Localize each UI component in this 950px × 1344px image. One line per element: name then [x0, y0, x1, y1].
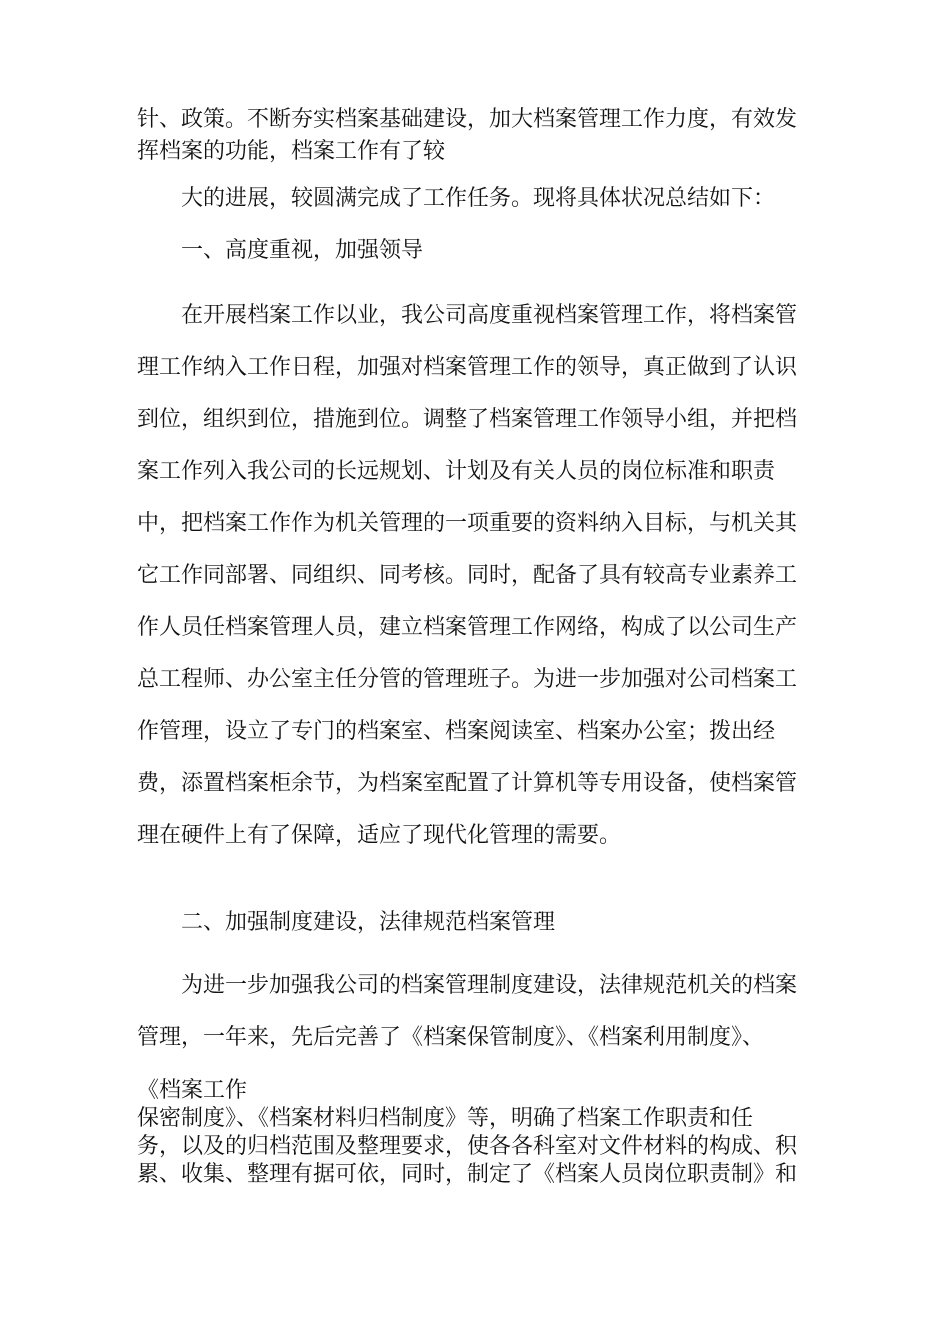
text-line: 作管理，设立了专门的档案室、档案阅读室、档案办公室；拨出经: [137, 719, 776, 744]
text-line: 理在硬件上有了保障，适应了现代化管理的需要。: [137, 823, 622, 848]
text-line: 理工作纳入工作日程，加强对档案管理工作的领导，真正做到了认识: [137, 355, 798, 380]
text-line: 费，添置档案柜余节，为档案室配置了计算机等专用设备，使档案管: [137, 771, 798, 796]
text-line: 针、政策。不断夯实档案基础建设，加大档案管理工作力度，有效发: [137, 107, 798, 132]
text-line: 到位，组织到位，措施到位。调整了档案管理工作领导小组，并把档: [137, 407, 798, 432]
text-line: 挥档案的功能，档案工作有了较: [137, 139, 446, 164]
paragraph-fragment: [137, 1075, 827, 1107]
text-line: 累、收集、整理有据可依，同时，制定了《档案人员岗位职责制》和: [137, 1162, 798, 1187]
text-line: 作人员任档案管理人员，建立档案管理工作网络，构成了以公司生产: [137, 615, 798, 640]
text-line: 总工程师、办公室主任分管的管理班子。为进一步加强对公司档案工: [137, 667, 798, 692]
section-heading-2: [137, 907, 827, 939]
heading-text: 二、加强制度建设，法律规范档案管理: [181, 910, 556, 935]
paragraph-regulations: [137, 960, 827, 1064]
text-line: 保密制度》、《档案材料归档制度》等，明确了档案工作职责和任: [137, 1106, 754, 1131]
paragraph-leadership: [137, 290, 827, 862]
paragraph-regulations-continued: [137, 1105, 827, 1189]
text-line: 为进一步加强我公司的档案管理制度建设，法律规范机关的档案: [181, 973, 798, 998]
section-heading-1: [137, 235, 827, 267]
text-line: 案工作列入我公司的长远规划、计划及有关人员的岗位标准和职责: [137, 459, 776, 484]
text-line: 《档案工作: [137, 1078, 248, 1103]
text-line: 务，以及的归档范围及整理要求，使各各科室对文件材料的构成、积: [137, 1134, 798, 1159]
text-line: 在开展档案工作以业，我公司高度重视档案管理工作，将档案管: [181, 303, 798, 328]
text-line: 管理，一年来，先后完善了《档案保管制度》、《档案利用制度》、: [137, 1025, 765, 1050]
text-line: 它工作同部署、同组织、同考核。同时，配备了具有较高专业素养工: [137, 563, 798, 588]
text-line: 中，把档案工作作为机关管理的一项重要的资料纳入目标，与机关其: [137, 511, 798, 536]
heading-text: 一、高度重视，加强领导: [181, 238, 424, 263]
text-line: 大的进展，较圆满完成了工作任务。现将具体状况总结如下：: [181, 186, 776, 211]
paragraph-progress-summary: [137, 183, 827, 215]
paragraph-intro-continuation: [137, 104, 827, 168]
